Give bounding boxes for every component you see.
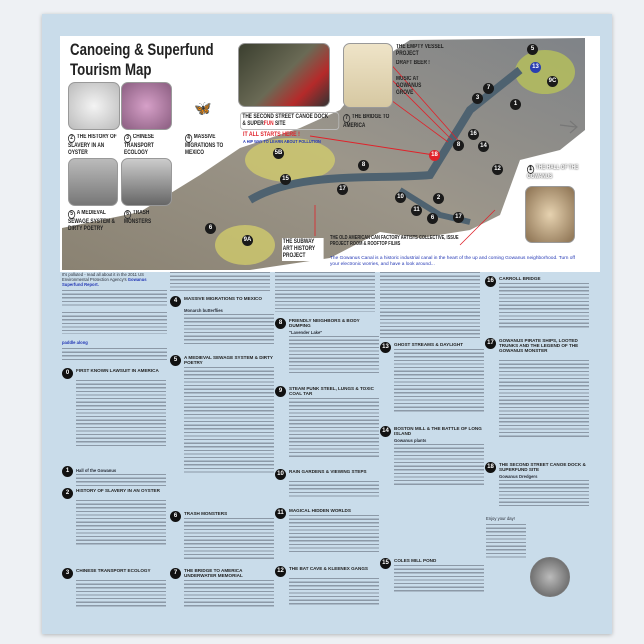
section-body-text	[289, 336, 379, 374]
canoe-dock-line1: THE SECOND STREET CANOE DOCK	[242, 114, 329, 120]
section-number: 12	[275, 566, 286, 577]
section-body-text	[499, 283, 589, 330]
section-14	[380, 426, 486, 486]
paddle-text	[62, 340, 167, 345]
label-text: MASSIVE MIGRATIONS TO MEXICO	[185, 134, 224, 156]
label-number: 1	[527, 165, 534, 174]
section-heading: MAGICAL HIDDEN WORLDS	[289, 508, 351, 513]
section-number: 1	[62, 466, 73, 477]
section-9	[275, 386, 381, 458]
paddle-along-link[interactable]: paddle along	[62, 340, 88, 345]
body-text	[62, 290, 167, 308]
body-text	[170, 272, 270, 292]
label-number: 5	[68, 210, 75, 219]
section-body-text	[289, 398, 379, 458]
section-number: 14	[380, 426, 391, 437]
flowers-photo	[121, 82, 172, 130]
section-body-text	[394, 349, 484, 412]
section-number: 18	[485, 462, 496, 473]
section-heading: GHOST STREAMS & DAYLIGHT	[394, 342, 463, 347]
intro-text	[62, 272, 167, 287]
map-marker-6[interactable]: 6	[427, 213, 438, 224]
label-number: 2	[68, 134, 75, 143]
section-12	[275, 566, 381, 606]
map-marker-11[interactable]: 11	[411, 205, 422, 216]
empty-vessel-label: THE EMPTY VESSEL PROJECT	[396, 44, 444, 57]
section-body-text	[76, 474, 166, 486]
canoeist-photo	[530, 557, 570, 597]
text: & SUPER	[242, 121, 264, 127]
section-number: 5	[170, 355, 181, 366]
label-chinese-transport	[124, 134, 174, 157]
section-heading: HISTORY OF SLAVERY IN AN OYSTER	[76, 488, 160, 493]
can-factory-label: THE OLD AMERICAN CAN FACTORY ARTISTS COLLECTIVE, ISSUE PROJECT ROOM & ROOFTOP FILMS	[330, 235, 459, 247]
section-number: 7	[170, 568, 181, 579]
section-11	[275, 508, 381, 554]
map-marker-17[interactable]: 17	[337, 184, 348, 195]
section-number: 11	[275, 508, 286, 519]
section-body-text	[76, 500, 166, 546]
label-number: 3	[124, 134, 131, 143]
section-number: 10	[275, 469, 286, 480]
body-text	[62, 312, 167, 334]
body-text	[380, 272, 480, 338]
section-number: 3	[62, 568, 73, 579]
map-marker-1[interactable]: 1	[510, 99, 521, 110]
map-marker-10[interactable]: 10	[395, 192, 406, 203]
section-number: 2	[62, 488, 73, 499]
section-number: 4	[170, 296, 181, 307]
label-text: TRASH MONSTERS	[124, 210, 152, 225]
section-body-text	[184, 580, 274, 608]
section-18	[485, 462, 591, 506]
section-4	[170, 296, 276, 346]
label-hall-gowanus	[527, 165, 587, 181]
old-map-photo	[343, 43, 393, 108]
section-15	[380, 558, 486, 594]
section-5	[170, 355, 276, 475]
page-title: Canoeing & Superfund Tourism Map	[70, 40, 214, 79]
section-body-text	[289, 481, 379, 499]
label-text: THE HISTORY OF SLAVERY IN AN OYSTER	[68, 134, 117, 156]
section-7	[170, 568, 276, 608]
section-heading: THE BAT CAVE & KLEENEX GANGS	[289, 566, 368, 571]
map-marker-6[interactable]: 6	[205, 223, 216, 234]
section-heading: CHINESE TRANSPORT ECOLOGY	[76, 568, 151, 573]
map-marker-18[interactable]: 18	[429, 150, 440, 161]
map-marker-13[interactable]: 13	[530, 62, 541, 73]
magnifier-photo	[525, 186, 575, 243]
canoe-photo	[238, 43, 330, 107]
section-number: 16	[485, 276, 496, 287]
label-trash-monsters	[124, 210, 174, 226]
section-heading: STEAM PUNK STEEL, LUNGS & TOXIC COAL TAR	[289, 386, 374, 397]
label-text: THE BRIDGE TO AMERICA	[343, 114, 390, 129]
map-marker-8[interactable]: 8	[358, 160, 369, 171]
section-heading: MASSIVE MIGRATIONS TO MEXICO	[184, 296, 262, 301]
canoe-dock-label	[240, 112, 339, 130]
section-heading: THE SECOND STREET CANOE DOCK & SUPERFUND SITE	[499, 462, 586, 473]
section-heading: THE BRIDGE TO AMERICA UNDERWATER MEMORIAL	[184, 568, 243, 579]
section-link[interactable]: Gowanus plants	[394, 437, 427, 443]
section-heading: TRASH MONSTERS	[184, 511, 228, 516]
label-text: THE HALL OF THE GOWANUS	[527, 165, 579, 180]
map-marker-7[interactable]: 7	[483, 83, 494, 94]
section-body-text	[184, 518, 274, 559]
starts-here-label: IT ALL STARTS HERE !	[243, 131, 300, 138]
section-heading: FRIENDLY NEIGHBORS & BODY DUMPING	[289, 318, 360, 329]
label-text: A MEDIEVAL SEWAGE SYSTEM & DIRTY POETRY	[68, 210, 115, 232]
clouds-photo	[68, 158, 118, 206]
section-17	[485, 338, 591, 438]
section-body-text	[394, 565, 484, 594]
map-marker-8[interactable]: 8	[453, 140, 464, 151]
section-number: 0	[62, 368, 73, 379]
section-body-text	[499, 360, 589, 438]
intro-sentence: It's polluted - read all about it in the 2011 US Environmental Protection Agency's	[62, 272, 144, 282]
credits-text	[486, 524, 526, 560]
body-text	[275, 272, 375, 312]
section-heading: GOWANUS PIRATE SHIPS, LOOTED TRUNKS AND THE LEGEND OF THE GOWANUS MONSTER	[499, 338, 579, 354]
hip-way-label: A HIP WAY TO LEARN ABOUT POLLUTION	[243, 140, 321, 145]
label-bridge-america	[343, 114, 403, 130]
map-marker-5B[interactable]: 5B	[273, 148, 284, 159]
label-number: 7	[343, 114, 350, 123]
label-number: 6	[124, 210, 131, 219]
section-heading: RAIN GARDENS & VIEWING STEPS	[289, 469, 367, 474]
section-10	[275, 469, 381, 499]
label-text: CHINESE TRANSPORT ECOLOGY	[124, 134, 155, 156]
section-number: 9	[275, 386, 286, 397]
map-marker-17[interactable]: 17	[453, 212, 464, 223]
music-label: MUSIC AT GOWANUS GROVE	[396, 76, 422, 96]
label-medieval-sewage	[68, 210, 122, 233]
map-marker-14[interactable]: 14	[478, 141, 489, 152]
section-8	[275, 318, 381, 374]
section-number: 8	[275, 318, 286, 329]
section-13	[380, 342, 486, 412]
section-body-text	[499, 480, 589, 506]
section-body-text	[184, 367, 274, 475]
section-number: 6	[170, 511, 181, 522]
body-text	[62, 348, 167, 362]
map-marker-15[interactable]: 15	[280, 174, 291, 185]
superfund-report-link[interactable]: Gowanus Superfund Report.	[62, 277, 147, 287]
section-body-text	[289, 578, 379, 606]
label-massive-migrations	[185, 134, 235, 157]
park-area	[515, 50, 575, 94]
label-slavery-oyster	[68, 134, 122, 157]
map-marker-9C[interactable]: 9C	[547, 76, 558, 87]
section-body-text	[184, 314, 274, 346]
section-2	[62, 488, 168, 546]
map-marker-5[interactable]: 5	[527, 44, 538, 55]
section-heading: FIRST KNOWN LAWSUIT IN AMERICA	[76, 368, 159, 373]
section-link[interactable]: Monarch butterflies	[184, 307, 223, 313]
canoe-dock-line2	[242, 121, 336, 128]
section-heading: COLES MILL POND	[394, 558, 437, 563]
section-6	[170, 511, 276, 559]
section-link[interactable]: Gowanus Dredgers	[499, 473, 538, 479]
section-body-text	[289, 515, 379, 554]
butterfly-icon: 🦋	[194, 100, 212, 116]
enjoy-text: Enjoy your day!	[486, 516, 515, 521]
map-marker-2[interactable]: 2	[433, 193, 444, 204]
section-body-text	[394, 444, 484, 486]
trash-photo	[121, 158, 172, 206]
section-number: 13	[380, 342, 391, 353]
section-number: 15	[380, 558, 391, 569]
oyster-photo	[68, 82, 120, 130]
fun-text: FUN	[263, 121, 274, 127]
map-marker-16[interactable]: 16	[468, 129, 479, 140]
section-link[interactable]: "Lavender Lake"	[289, 329, 323, 335]
draft-beer-label: DRAFT BEER !	[396, 60, 430, 66]
section-body-text	[76, 580, 166, 608]
section-heading: BOSTON MILL & THE BATTLE OF LONG ISLAND	[394, 426, 482, 437]
section-link[interactable]: Hall of the Gowanus	[76, 467, 117, 473]
map-marker-12[interactable]: 12	[492, 164, 503, 175]
section-0	[62, 368, 168, 446]
section-body-text	[76, 380, 166, 446]
map-marker-9A[interactable]: 9A	[242, 235, 253, 246]
text: SITE	[273, 121, 286, 127]
label-number: 4	[185, 134, 192, 143]
section-1	[62, 466, 168, 486]
map-caption: The Gowanus Canal is a historic industrial canal in the heart of the up and coming Gowanus neighborhood. Turn off your electronic worries, and have a look around...	[330, 256, 575, 267]
subway-label: THE SUBWAY ART HISTORY PROJECT	[282, 238, 324, 261]
section-3	[62, 568, 168, 608]
map-marker-3[interactable]: 3	[472, 93, 483, 104]
section-heading: A MEDIEVAL SEWAGE SYSTEM & DIRTY POETRY	[184, 355, 273, 366]
section-number: 17	[485, 338, 496, 349]
section-16	[485, 276, 591, 330]
section-heading: CARROLL BRIDGE	[499, 276, 541, 281]
